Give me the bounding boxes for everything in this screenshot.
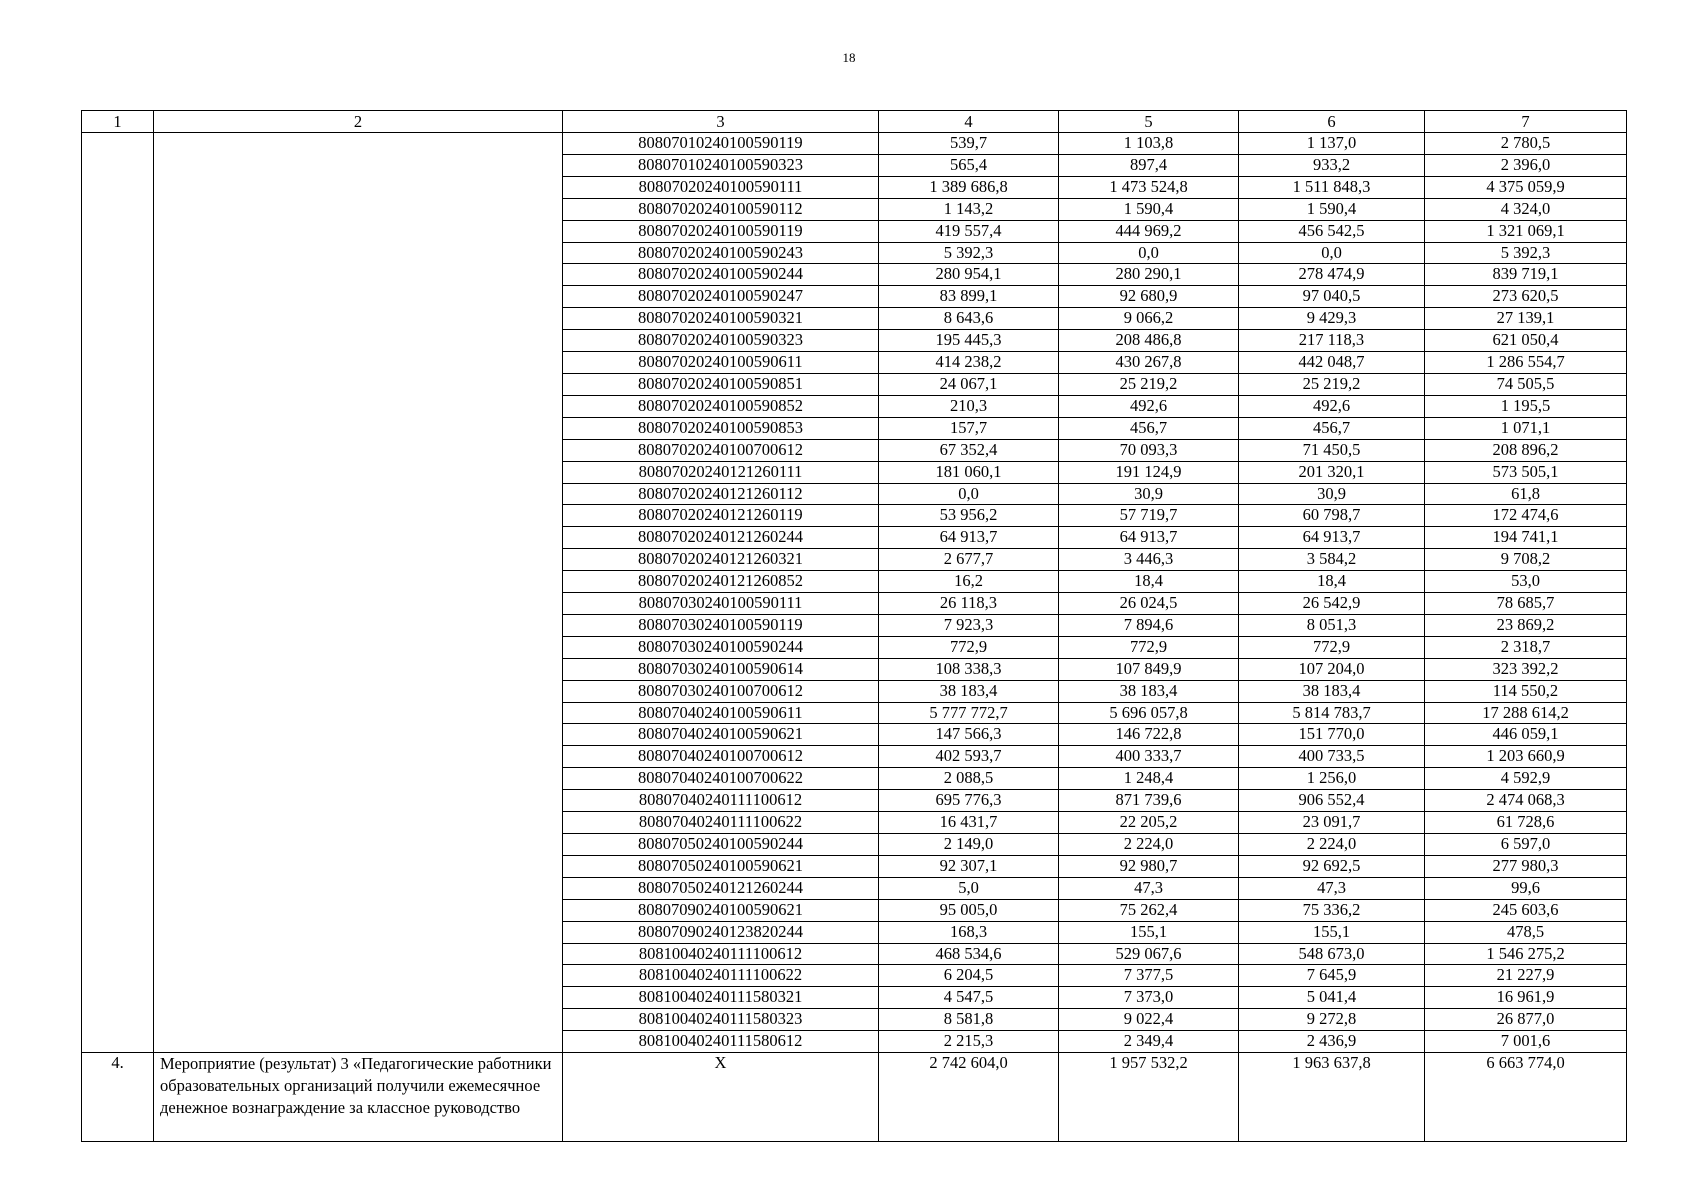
value-cell-col7: 27 139,1	[1425, 308, 1627, 330]
value-cell-col7: 6 597,0	[1425, 834, 1627, 856]
value-cell-col6: 9 272,8	[1239, 1009, 1425, 1031]
value-cell-col5: 92 680,9	[1059, 286, 1239, 308]
budget-code-cell: 80807020240100590853	[563, 417, 879, 439]
budget-code-cell: 80807030240100700612	[563, 680, 879, 702]
value-cell-col4: 565,4	[879, 154, 1059, 176]
value-cell-col6: 456,7	[1239, 417, 1425, 439]
value-cell-col6: 933,2	[1239, 154, 1425, 176]
budget-code-cell: 80807040240111100622	[563, 812, 879, 834]
value-cell-col6: 8 051,3	[1239, 614, 1425, 636]
value-cell-col4: 8 643,6	[879, 308, 1059, 330]
value-cell-col7: 7 001,6	[1425, 1031, 1627, 1053]
value-cell-col5: 280 290,1	[1059, 264, 1239, 286]
value-cell-col5: 7 894,6	[1059, 614, 1239, 636]
item-code-cell: X	[563, 1053, 879, 1142]
value-cell-col4: 2 677,7	[879, 549, 1059, 571]
budget-code-cell: 80807050240100590244	[563, 834, 879, 856]
budget-code-cell: 80810040240111580323	[563, 1009, 879, 1031]
value-cell-col7: 1 195,5	[1425, 395, 1627, 417]
value-cell-col5: 70 093,3	[1059, 439, 1239, 461]
value-cell-col4: 92 307,1	[879, 855, 1059, 877]
value-cell-col5: 26 024,5	[1059, 593, 1239, 615]
value-cell-col6: 71 450,5	[1239, 439, 1425, 461]
value-cell-col6: 217 118,3	[1239, 330, 1425, 352]
item-value-col5: 1 957 532,2	[1059, 1053, 1239, 1142]
value-cell-col4: 95 005,0	[879, 899, 1059, 921]
value-cell-col6: 18,4	[1239, 571, 1425, 593]
value-cell-col7: 2 396,0	[1425, 154, 1627, 176]
value-cell-col7: 4 592,9	[1425, 768, 1627, 790]
value-cell-col5: 7 377,5	[1059, 965, 1239, 987]
value-cell-col6: 3 584,2	[1239, 549, 1425, 571]
value-cell-col4: 6 204,5	[879, 965, 1059, 987]
value-cell-col4: 16,2	[879, 571, 1059, 593]
budget-code-cell: 80807010240100590323	[563, 154, 879, 176]
budget-code-cell: 80807050240121260244	[563, 877, 879, 899]
budget-code-cell: 80807020240121260244	[563, 527, 879, 549]
value-cell-col7: 9 708,2	[1425, 549, 1627, 571]
value-cell-col7: 2 780,5	[1425, 133, 1627, 155]
item-value-col4: 2 742 604,0	[879, 1053, 1059, 1142]
budget-code-cell: 80807020240121260852	[563, 571, 879, 593]
value-cell-col5: 492,6	[1059, 395, 1239, 417]
value-cell-col5: 400 333,7	[1059, 746, 1239, 768]
value-cell-col4: 419 557,4	[879, 220, 1059, 242]
value-cell-col5: 30,9	[1059, 483, 1239, 505]
budget-code-cell: 80807020240100590611	[563, 352, 879, 374]
value-cell-col6: 92 692,5	[1239, 855, 1425, 877]
value-cell-col7: 21 227,9	[1425, 965, 1627, 987]
value-cell-col5: 92 980,7	[1059, 855, 1239, 877]
value-cell-col5: 107 849,9	[1059, 658, 1239, 680]
value-cell-col7: 74 505,5	[1425, 373, 1627, 395]
value-cell-col6: 548 673,0	[1239, 943, 1425, 965]
value-cell-col4: 695 776,3	[879, 790, 1059, 812]
value-cell-col4: 5,0	[879, 877, 1059, 899]
value-cell-col7: 17 288 614,2	[1425, 702, 1627, 724]
value-cell-col6: 5 041,4	[1239, 987, 1425, 1009]
item-number-cell: 4.	[82, 1053, 154, 1142]
header-cell: 5	[1059, 111, 1239, 133]
value-cell-col4: 468 534,6	[879, 943, 1059, 965]
value-cell-col7: 1 286 554,7	[1425, 352, 1627, 374]
value-cell-col7: 4 375 059,9	[1425, 176, 1627, 198]
value-cell-col6: 2 436,9	[1239, 1031, 1425, 1053]
page-number: 18	[842, 50, 856, 65]
item-value-col7: 6 663 774,0	[1425, 1053, 1627, 1142]
item-row	[82, 1053, 1627, 1142]
value-cell-col5: 38 183,4	[1059, 680, 1239, 702]
header-cell: 4	[879, 111, 1059, 133]
value-cell-col7: 23 869,2	[1425, 614, 1627, 636]
value-cell-col6: 442 048,7	[1239, 352, 1425, 374]
value-cell-col7: 621 050,4	[1425, 330, 1627, 352]
value-cell-col4: 16 431,7	[879, 812, 1059, 834]
value-cell-col4: 38 183,4	[879, 680, 1059, 702]
budget-code-cell: 80807030240100590614	[563, 658, 879, 680]
value-cell-col6: 0,0	[1239, 242, 1425, 264]
value-cell-col6: 1 256,0	[1239, 768, 1425, 790]
value-cell-col4: 1 143,2	[879, 198, 1059, 220]
value-cell-col5: 430 267,8	[1059, 352, 1239, 374]
value-cell-col5: 897,4	[1059, 154, 1239, 176]
value-cell-col4: 0,0	[879, 483, 1059, 505]
budget-code-cell: 80807020240100590244	[563, 264, 879, 286]
value-cell-col7: 1 071,1	[1425, 417, 1627, 439]
value-cell-col4: 772,9	[879, 636, 1059, 658]
value-cell-col5: 456,7	[1059, 417, 1239, 439]
value-cell-col4: 280 954,1	[879, 264, 1059, 286]
value-cell-col6: 906 552,4	[1239, 790, 1425, 812]
value-cell-col6: 97 040,5	[1239, 286, 1425, 308]
value-cell-col5: 444 969,2	[1059, 220, 1239, 242]
value-cell-col6: 1 511 848,3	[1239, 176, 1425, 198]
value-cell-col5: 22 205,2	[1059, 812, 1239, 834]
value-cell-col4: 2 088,5	[879, 768, 1059, 790]
value-cell-col6: 107 204,0	[1239, 658, 1425, 680]
value-cell-col7: 1 321 069,1	[1425, 220, 1627, 242]
value-cell-col4: 67 352,4	[879, 439, 1059, 461]
value-cell-col7: 573 505,1	[1425, 461, 1627, 483]
budget-code-cell: 80807030240100590244	[563, 636, 879, 658]
value-cell-col5: 3 446,3	[1059, 549, 1239, 571]
value-cell-col6: 64 913,7	[1239, 527, 1425, 549]
value-cell-col7: 5 392,3	[1425, 242, 1627, 264]
value-cell-col5: 57 719,7	[1059, 505, 1239, 527]
value-cell-col4: 53 956,2	[879, 505, 1059, 527]
budget-code-cell: 80810040240111100622	[563, 965, 879, 987]
value-cell-col5: 772,9	[1059, 636, 1239, 658]
budget-code-cell: 80807020240100700612	[563, 439, 879, 461]
value-cell-col4: 2 149,0	[879, 834, 1059, 856]
value-cell-col7: 1 546 275,2	[1425, 943, 1627, 965]
value-cell-col4: 26 118,3	[879, 593, 1059, 615]
value-cell-col5: 2 349,4	[1059, 1031, 1239, 1053]
value-cell-col5: 208 486,8	[1059, 330, 1239, 352]
value-cell-col6: 492,6	[1239, 395, 1425, 417]
value-cell-col6: 38 183,4	[1239, 680, 1425, 702]
value-cell-col4: 168,3	[879, 921, 1059, 943]
value-cell-col4: 5 777 772,7	[879, 702, 1059, 724]
header-cell: 7	[1425, 111, 1627, 133]
value-cell-col7: 61 728,6	[1425, 812, 1627, 834]
value-cell-col7: 99,6	[1425, 877, 1627, 899]
value-cell-col4: 108 338,3	[879, 658, 1059, 680]
value-cell-col6: 9 429,3	[1239, 308, 1425, 330]
value-cell-col6: 772,9	[1239, 636, 1425, 658]
value-cell-col5: 2 224,0	[1059, 834, 1239, 856]
value-cell-col7: 172 474,6	[1425, 505, 1627, 527]
value-cell-col7: 2 318,7	[1425, 636, 1627, 658]
value-cell-col4: 147 566,3	[879, 724, 1059, 746]
budget-code-cell: 80807020240121260112	[563, 483, 879, 505]
value-cell-col6: 30,9	[1239, 483, 1425, 505]
value-cell-col4: 539,7	[879, 133, 1059, 155]
budget-code-cell: 80807020240100590243	[563, 242, 879, 264]
value-cell-col7: 323 392,2	[1425, 658, 1627, 680]
value-cell-col4: 7 923,3	[879, 614, 1059, 636]
value-cell-col4: 24 067,1	[879, 373, 1059, 395]
value-cell-col5: 9 066,2	[1059, 308, 1239, 330]
budget-code-cell: 80807020240100590323	[563, 330, 879, 352]
value-cell-col4: 210,3	[879, 395, 1059, 417]
value-cell-col5: 47,3	[1059, 877, 1239, 899]
value-cell-col5: 191 124,9	[1059, 461, 1239, 483]
value-cell-col7: 208 896,2	[1425, 439, 1627, 461]
value-cell-col5: 18,4	[1059, 571, 1239, 593]
value-cell-col7: 78 685,7	[1425, 593, 1627, 615]
value-cell-col5: 1 248,4	[1059, 768, 1239, 790]
value-cell-col4: 4 547,5	[879, 987, 1059, 1009]
value-cell-col4: 83 899,1	[879, 286, 1059, 308]
value-cell-col5: 7 373,0	[1059, 987, 1239, 1009]
value-cell-col6: 201 320,1	[1239, 461, 1425, 483]
value-cell-col7: 277 980,3	[1425, 855, 1627, 877]
name-cell-empty	[154, 133, 563, 1053]
value-cell-col4: 1 389 686,8	[879, 176, 1059, 198]
value-cell-col5: 1 473 524,8	[1059, 176, 1239, 198]
value-cell-col7: 478,5	[1425, 921, 1627, 943]
header-cell: 3	[563, 111, 879, 133]
value-cell-col6: 26 542,9	[1239, 593, 1425, 615]
value-cell-col5: 1 590,4	[1059, 198, 1239, 220]
value-cell-col6: 151 770,0	[1239, 724, 1425, 746]
value-cell-col5: 75 262,4	[1059, 899, 1239, 921]
budget-code-cell: 80807030240100590119	[563, 614, 879, 636]
budget-code-cell: 80807020240121260111	[563, 461, 879, 483]
value-cell-col6: 7 645,9	[1239, 965, 1425, 987]
value-cell-col7: 245 603,6	[1425, 899, 1627, 921]
value-cell-col5: 871 739,6	[1059, 790, 1239, 812]
table-row	[82, 133, 1627, 155]
value-cell-col7: 26 877,0	[1425, 1009, 1627, 1031]
value-cell-col6: 1 137,0	[1239, 133, 1425, 155]
number-cell-empty	[82, 133, 154, 1053]
value-cell-col6: 2 224,0	[1239, 834, 1425, 856]
budget-code-cell: 80807010240100590119	[563, 133, 879, 155]
budget-code-cell: 80807020240100590112	[563, 198, 879, 220]
value-cell-col7: 1 203 660,9	[1425, 746, 1627, 768]
value-cell-col4: 64 913,7	[879, 527, 1059, 549]
budget-code-cell: 80807040240100700612	[563, 746, 879, 768]
header-cell: 6	[1239, 111, 1425, 133]
value-cell-col5: 9 022,4	[1059, 1009, 1239, 1031]
value-cell-col6: 5 814 783,7	[1239, 702, 1425, 724]
budget-code-cell: 80810040240111580321	[563, 987, 879, 1009]
value-cell-col4: 181 060,1	[879, 461, 1059, 483]
value-cell-col5: 5 696 057,8	[1059, 702, 1239, 724]
budget-code-cell: 80807040240111100612	[563, 790, 879, 812]
value-cell-col7: 273 620,5	[1425, 286, 1627, 308]
value-cell-col6: 60 798,7	[1239, 505, 1425, 527]
value-cell-col6: 155,1	[1239, 921, 1425, 943]
value-cell-col5: 25 219,2	[1059, 373, 1239, 395]
value-cell-col6: 278 474,9	[1239, 264, 1425, 286]
budget-code-cell: 80807020240121260321	[563, 549, 879, 571]
value-cell-col6: 23 091,7	[1239, 812, 1425, 834]
value-cell-col7: 839 719,1	[1425, 264, 1627, 286]
value-cell-col7: 2 474 068,3	[1425, 790, 1627, 812]
budget-table	[81, 110, 1627, 1142]
budget-code-cell: 80810040240111100612	[563, 943, 879, 965]
budget-code-cell: 80807020240100590111	[563, 176, 879, 198]
budget-code-cell: 80807020240100590119	[563, 220, 879, 242]
value-cell-col6: 47,3	[1239, 877, 1425, 899]
budget-code-cell: 80807020240100590247	[563, 286, 879, 308]
value-cell-col4: 157,7	[879, 417, 1059, 439]
value-cell-col6: 400 733,5	[1239, 746, 1425, 768]
value-cell-col6: 1 590,4	[1239, 198, 1425, 220]
item-description-cell: Мероприятие (результат) 3 «Педагогические работники образовательных организаций получили ежемесячное денежное вознаграждение за классное руководство	[154, 1053, 563, 1142]
value-cell-col5: 1 103,8	[1059, 133, 1239, 155]
budget-code-cell: 80807040240100700622	[563, 768, 879, 790]
header-row	[82, 111, 1627, 133]
value-cell-col6: 75 336,2	[1239, 899, 1425, 921]
value-cell-col7: 446 059,1	[1425, 724, 1627, 746]
value-cell-col4: 8 581,8	[879, 1009, 1059, 1031]
value-cell-col7: 61,8	[1425, 483, 1627, 505]
budget-code-cell: 80807040240100590621	[563, 724, 879, 746]
header-cell: 2	[154, 111, 563, 133]
value-cell-col7: 114 550,2	[1425, 680, 1627, 702]
value-cell-col5: 155,1	[1059, 921, 1239, 943]
header-cell: 1	[82, 111, 154, 133]
value-cell-col5: 146 722,8	[1059, 724, 1239, 746]
budget-code-cell: 80810040240111580612	[563, 1031, 879, 1053]
budget-code-cell: 80807020240121260119	[563, 505, 879, 527]
value-cell-col5: 0,0	[1059, 242, 1239, 264]
budget-code-cell: 80807030240100590111	[563, 593, 879, 615]
value-cell-col4: 2 215,3	[879, 1031, 1059, 1053]
budget-code-cell: 80807040240100590611	[563, 702, 879, 724]
budget-code-cell: 80807020240100590852	[563, 395, 879, 417]
budget-code-cell: 80807050240100590621	[563, 855, 879, 877]
value-cell-col6: 25 219,2	[1239, 373, 1425, 395]
value-cell-col4: 5 392,3	[879, 242, 1059, 264]
budget-code-cell: 80807020240100590321	[563, 308, 879, 330]
value-cell-col5: 64 913,7	[1059, 527, 1239, 549]
value-cell-col4: 402 593,7	[879, 746, 1059, 768]
value-cell-col7: 53,0	[1425, 571, 1627, 593]
value-cell-col7: 194 741,1	[1425, 527, 1627, 549]
budget-code-cell: 80807020240100590851	[563, 373, 879, 395]
budget-code-cell: 80807090240100590621	[563, 899, 879, 921]
value-cell-col7: 4 324,0	[1425, 198, 1627, 220]
budget-code-cell: 80807090240123820244	[563, 921, 879, 943]
value-cell-col7: 16 961,9	[1425, 987, 1627, 1009]
value-cell-col6: 456 542,5	[1239, 220, 1425, 242]
value-cell-col4: 195 445,3	[879, 330, 1059, 352]
value-cell-col4: 414 238,2	[879, 352, 1059, 374]
value-cell-col5: 529 067,6	[1059, 943, 1239, 965]
item-value-col6: 1 963 637,8	[1239, 1053, 1425, 1142]
